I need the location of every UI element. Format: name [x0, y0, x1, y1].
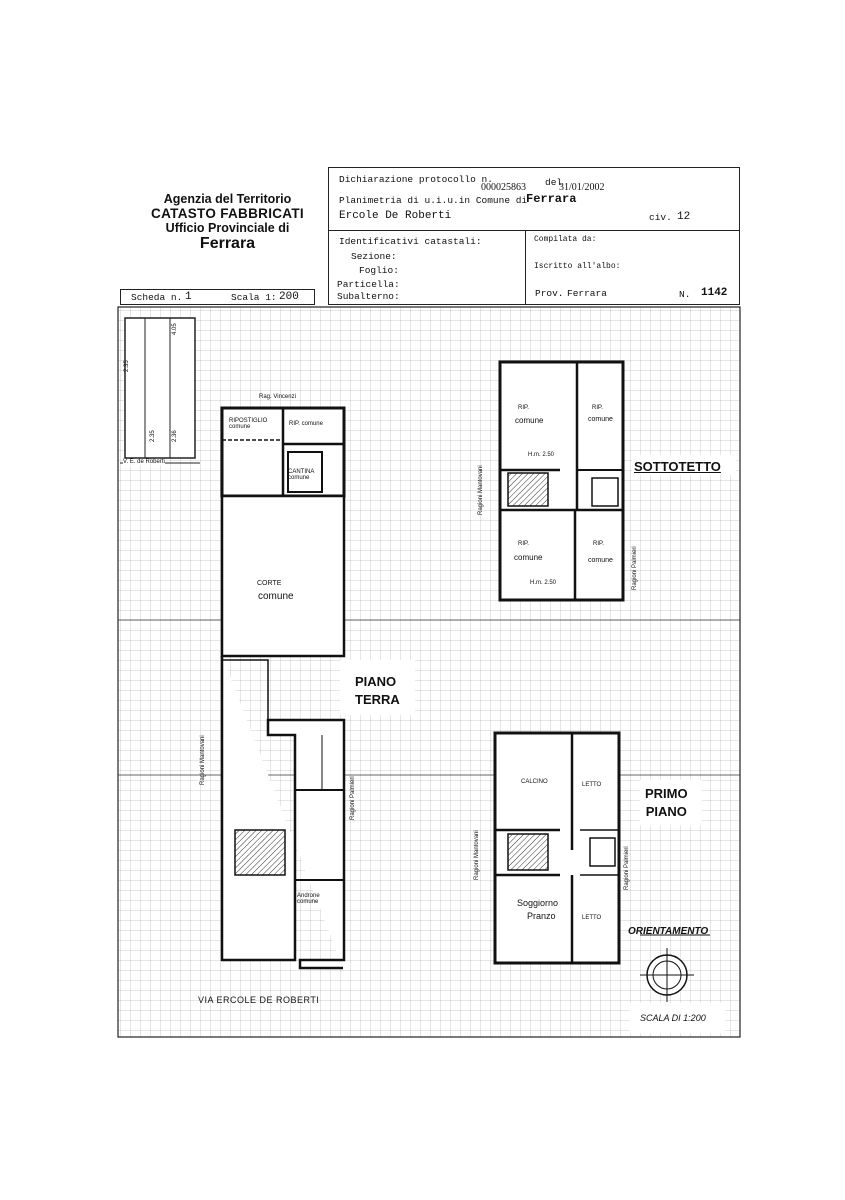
dim-405: 4.05: [172, 323, 178, 335]
scala-label: Scala 1:: [231, 292, 277, 303]
comune-1: comune: [515, 416, 544, 425]
civ-number: 12: [677, 211, 691, 223]
date-value: 31/01/2002: [559, 182, 605, 193]
side-street-label: V. E. de Roberti: [123, 459, 165, 465]
primo-piano-plan: [495, 733, 619, 963]
corte-comune-label: comune: [258, 591, 294, 602]
street-name: Ercole De Roberti: [339, 210, 452, 222]
civ-label: civ.: [649, 212, 672, 223]
corte-word1: CORTE: [257, 580, 282, 587]
piano-terra-word1: PIANO: [355, 674, 397, 689]
terra-stairs: [235, 830, 285, 875]
office-label: Ufficio Provinciale di: [165, 221, 290, 236]
terra-mantovani: Ragioni Mantovani: [200, 735, 206, 785]
sottotetto-plan: [500, 362, 623, 600]
sotto-palmieri: Ragioni Palmieri: [632, 546, 638, 590]
protocol-number: 000025863: [481, 182, 526, 193]
planimetria-label: Planimetria di u.i.u.in Comune di: [339, 195, 528, 206]
registry-name: CATASTO FABBRICATI: [151, 206, 304, 221]
date-label: del: [545, 177, 563, 188]
piano-terra-label: [355, 673, 400, 709]
primo-word2: PIANO: [645, 804, 687, 820]
street-label: VIA ERCOLE DE ROBERTI: [198, 995, 320, 1005]
corte-label: [257, 580, 281, 587]
neighbor-vincenzi: Rag. Vincenzi: [259, 394, 296, 400]
scheda-number: 1: [185, 291, 192, 303]
primo-mantovani: Ragioni Mantovani: [474, 830, 480, 880]
sezione-label: Sezione:: [351, 251, 397, 262]
scala-value: 200: [279, 291, 299, 303]
comune-2: comune: [588, 416, 613, 423]
ident-label: Identificativi catastali:: [339, 236, 482, 247]
primo-piano-label: [645, 785, 688, 821]
subalterno-label: Subalterno:: [337, 291, 400, 302]
soggiorno-label: Soggiorno: [517, 898, 559, 908]
rip-3: RIP.: [518, 541, 529, 547]
primo-word1: PRIMO: [645, 786, 688, 801]
sotto-mantovani: Ragioni Mantovani: [478, 465, 484, 515]
comune-value: Ferrara: [526, 192, 577, 206]
orientamento-label: ORIENTAMENTO: [628, 926, 709, 937]
h-note-1: H.m. 2.50: [528, 452, 555, 458]
dim-236: 2.36: [172, 430, 178, 442]
piano-terra-word2: TERRA: [355, 692, 400, 708]
corte-comune: [222, 496, 344, 656]
sottotetto-label: SOTTOTETTO: [634, 459, 721, 474]
rip-2: RIP.: [592, 405, 603, 411]
n-value: 1142: [701, 287, 728, 299]
letto2-label: LETTO: [582, 915, 602, 921]
particella-label: Particella:: [337, 279, 400, 290]
rip-1: RIP.: [518, 405, 529, 411]
terra-palmieri: Ragioni Palmieri: [350, 776, 356, 820]
comune-4: comune: [588, 557, 613, 564]
letto-label: LETTO: [582, 782, 602, 788]
pranzo-label: Pranzo: [527, 911, 556, 921]
prov-label: Prov.: [535, 288, 564, 299]
office-city: Ferrara: [199, 235, 256, 253]
androne-label: Androne comune: [297, 893, 320, 905]
dim-235: 2.35: [124, 360, 130, 372]
rip-comune-terra: RIP. comune: [289, 421, 323, 427]
dim-235b: 2.35: [150, 430, 156, 442]
ripostiglio-terra: RIPOSTIGLIO comune: [229, 418, 268, 430]
scheda-label: Scheda n.: [131, 292, 183, 303]
comune-3: comune: [514, 553, 543, 562]
neighbor-block: [125, 318, 195, 458]
scala-note: SCALA DI 1:200: [640, 1013, 706, 1023]
h-note-2: H.m. 2.50: [530, 580, 557, 586]
protocol-label: Dichiarazione protocollo n.: [339, 174, 493, 185]
primo-palmieri: Ragioni Palmieri: [624, 846, 630, 890]
n-label: N.: [679, 289, 691, 300]
rip-4: RIP.: [593, 541, 604, 547]
iscritto-label: Iscritto all'albo:: [534, 262, 621, 271]
compilata-label: Compilata da:: [534, 235, 597, 244]
cantina-comune: CANTINA comune: [288, 469, 315, 481]
agency-name: Agenzia del Territorio: [163, 192, 292, 206]
foglio-label: Foglio:: [359, 265, 399, 276]
prov-value: Ferrara: [567, 288, 607, 299]
calcino-label: CALCINO: [521, 779, 548, 785]
